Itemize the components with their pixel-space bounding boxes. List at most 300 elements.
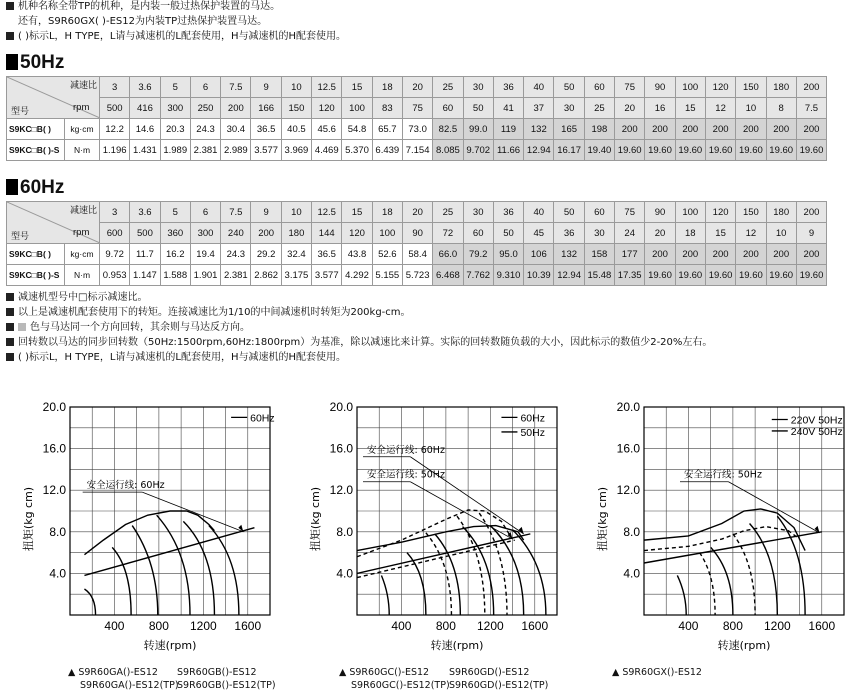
y-tick-label: 20.0 — [42, 400, 66, 414]
torque-chart-gx — [574, 395, 860, 665]
legend-model: S9R60GC()-ES12 — [349, 667, 430, 678]
torque-kg-cell: 200 — [766, 119, 796, 140]
torque-kg-cell: 14.6 — [130, 119, 160, 140]
torque-kg-cell: 200 — [705, 244, 735, 265]
torque-kg-cell: 9.72 — [100, 244, 130, 265]
legend-model: S9R60GB()-ES12 — [177, 667, 257, 678]
y-tick-label: 16.0 — [329, 441, 353, 456]
ratio-cell: 180 — [766, 202, 796, 223]
x-tick-label: 1600 — [521, 619, 549, 633]
y-tick-label: 4.0 — [336, 566, 353, 581]
torque-nm-cell: 9.310 — [493, 265, 523, 286]
y-tick-label: 20.0 — [329, 400, 353, 414]
torque-kg-cell: 79.2 — [463, 244, 493, 265]
ratio-cell: 3 — [100, 202, 130, 223]
ratio-cell: 3.6 — [130, 77, 160, 98]
model-name: S9KC□B( )-S — [7, 140, 65, 161]
footnote-2 — [6, 306, 411, 320]
torque-kg-cell: 132 — [524, 119, 554, 140]
rpm-cell: 72 — [433, 223, 463, 244]
torque-nm-cell: 9.702 — [463, 140, 493, 161]
footnote-1 — [6, 291, 147, 305]
y-tick-label: 16.0 — [42, 441, 66, 456]
ratio-cell: 30 — [463, 77, 493, 98]
rpm-cell: 37 — [524, 98, 554, 119]
rpm-cell: 150 — [281, 98, 311, 119]
ratio-row — [7, 77, 827, 98]
stall-curve — [750, 523, 778, 615]
ratio-cell: 36 — [493, 77, 523, 98]
rpm-cell: 10 — [766, 223, 796, 244]
legend-label: 60Hz — [520, 412, 545, 425]
series-line — [357, 510, 510, 557]
x-tick-label: 400 — [104, 619, 125, 633]
rpm-cell: 240 — [221, 223, 251, 244]
ratio-cell: 12.5 — [312, 77, 342, 98]
annotation-label: 安全运行线: 50Hz — [367, 469, 445, 481]
rpm-label: rpm — [73, 102, 90, 113]
intro-note-text: 机种名称全带TP的机种，是内装一般过热保护装置的马达。 — [18, 1, 281, 12]
torque-kg-cell: 65.7 — [372, 119, 402, 140]
torque-nm-cell: 1.989 — [160, 140, 190, 161]
ratio-cell: 12.5 — [312, 202, 342, 223]
ratio-row — [7, 202, 827, 223]
ratio-label: 减速比 — [69, 205, 97, 215]
torque-kg-cell: 45.6 — [312, 119, 342, 140]
torque-kg-cell: 24.3 — [221, 244, 251, 265]
rpm-cell: 24 — [615, 223, 645, 244]
ratio-cell: 20 — [402, 77, 432, 98]
x-tick-label: 400 — [391, 619, 412, 633]
rpm-cell: 12 — [705, 98, 735, 119]
x-tick-label: 800 — [722, 619, 743, 633]
rpm-label: rpm — [73, 227, 90, 238]
section-title-text: 60Hz — [20, 177, 65, 198]
rpm-cell: 15 — [705, 223, 735, 244]
stall-curve — [112, 547, 131, 615]
rpm-cell: 20 — [645, 223, 675, 244]
rpm-cell: 500 — [130, 223, 160, 244]
torque-kg-row — [7, 244, 827, 265]
footnote-text: ( )标示L，H TYPE，L请与减速机的L配套使用，H与减速机的H配套使用。 — [18, 352, 346, 363]
torque-kg-cell: 200 — [705, 119, 735, 140]
footnote-text: 色与马达同一个方向回转，其余则与马达反方向。 — [30, 322, 250, 333]
torque-kg-cell: 200 — [736, 244, 766, 265]
model-name: S9KC□B( )-S — [7, 265, 65, 286]
bullet-square-icon — [6, 293, 14, 301]
y-axis-label: 扭矩(kg cm) — [309, 486, 322, 552]
model-name: S9KC□B( ) — [7, 244, 65, 265]
footnote-text: 以上是减速机配套使用下的转矩。连接减速比为1/10的中间减速机时转矩为200kg-cm。 — [18, 307, 411, 318]
torque-nm-cell: 19.60 — [675, 265, 705, 286]
torque-kg-cell: 30.4 — [221, 119, 251, 140]
torque-kg-cell: 66.0 — [433, 244, 463, 265]
title-block-icon — [6, 54, 18, 70]
stall-curve — [700, 553, 716, 615]
torque-kg-cell: 95.0 — [493, 244, 523, 265]
ratio-cell: 100 — [675, 202, 705, 223]
torque-kg-cell: 58.4 — [402, 244, 432, 265]
unit-label: N·m — [65, 140, 100, 161]
torque-nm-cell: 15.48 — [584, 265, 614, 286]
stall-curve — [711, 547, 733, 615]
rpm-cell: 50 — [493, 223, 523, 244]
ratio-cell: 6 — [190, 202, 220, 223]
ratio-cell: 75 — [615, 77, 645, 98]
stall-curve — [84, 589, 95, 615]
y-tick-label: 16.0 — [616, 441, 640, 456]
rpm-cell: 30 — [584, 223, 614, 244]
stall-curve — [677, 575, 686, 615]
bullet-square-icon — [6, 323, 14, 331]
model-label: 型号 — [11, 106, 30, 116]
ratio-cell: 7.5 — [221, 77, 251, 98]
torque-kg-cell: 54.8 — [342, 119, 372, 140]
x-tick-label: 800 — [435, 619, 456, 633]
y-tick-label: 8.0 — [623, 524, 640, 539]
legend-label: 50Hz — [520, 426, 545, 439]
ratio-cell: 15 — [342, 77, 372, 98]
unit-label: N·m — [65, 265, 100, 286]
triangle-icon: ▲ — [339, 667, 347, 678]
torque-nm-cell: 12.94 — [554, 265, 584, 286]
stall-curve — [132, 526, 158, 615]
ratio-cell: 9 — [251, 77, 281, 98]
torque-nm-cell: 2.381 — [190, 140, 220, 161]
legend-model: S9R60GB()-ES12(TP) — [177, 680, 276, 691]
y-tick-label: 8.0 — [336, 524, 353, 539]
ratio-cell: 10 — [281, 202, 311, 223]
stall-curve — [426, 533, 452, 615]
rpm-cell: 100 — [372, 223, 402, 244]
footnote-text: 减速机型号中□标示减速比。 — [18, 292, 148, 303]
torque-kg-cell: 198 — [584, 119, 614, 140]
ratio-cell: 20 — [402, 202, 432, 223]
y-tick-label: 8.0 — [49, 524, 66, 539]
rpm-cell: 600 — [100, 223, 130, 244]
torque-nm-cell: 4.469 — [312, 140, 342, 161]
rpm-cell: 83 — [372, 98, 402, 119]
ratio-label: 减速比 — [69, 80, 97, 90]
rpm-cell: 12 — [736, 223, 766, 244]
y-tick-label: 4.0 — [49, 566, 66, 581]
ratio-cell: 180 — [766, 77, 796, 98]
torque-nm-cell: 1.901 — [190, 265, 220, 286]
torque-nm-cell: 6.468 — [433, 265, 463, 286]
rpm-cell: 25 — [584, 98, 614, 119]
x-axis-label: 转速(rpm) — [143, 639, 197, 652]
bullet-square-icon — [6, 353, 14, 361]
ratio-cell: 25 — [433, 202, 463, 223]
stall-curve — [457, 516, 485, 615]
ratio-cell: 5 — [160, 77, 190, 98]
rpm-cell: 180 — [281, 223, 311, 244]
rpm-cell: 45 — [524, 223, 554, 244]
ratio-cell: 36 — [493, 202, 523, 223]
torque-nm-cell: 0.953 — [100, 265, 130, 286]
torque-nm-cell: 12.94 — [524, 140, 554, 161]
x-axis-label: 转速(rpm) — [717, 639, 771, 652]
legend-model: S9R60GA()-ES12 — [78, 667, 158, 678]
rpm-cell: 60 — [433, 98, 463, 119]
ratio-cell: 60 — [584, 77, 614, 98]
ratio-cell: 15 — [342, 202, 372, 223]
ratio-cell: 200 — [796, 77, 826, 98]
torque-kg-cell: 106 — [524, 244, 554, 265]
chart-legend-2 — [339, 666, 450, 692]
torque-nm-cell: 5.723 — [402, 265, 432, 286]
ratio-cell: 10 — [281, 77, 311, 98]
torque-kg-cell: 32.4 — [281, 244, 311, 265]
x-tick-label: 1200 — [189, 619, 217, 633]
rpm-cell: 16 — [645, 98, 675, 119]
torque-nm-cell: 3.577 — [312, 265, 342, 286]
stall-curve — [463, 527, 494, 615]
torque-nm-cell: 3.969 — [281, 140, 311, 161]
rpm-row — [7, 98, 827, 119]
torque-nm-cell: 10.39 — [524, 265, 554, 286]
model-name: S9KC□B( ) — [7, 119, 65, 140]
rpm-cell: 30 — [554, 98, 584, 119]
torque-nm-cell: 19.60 — [766, 140, 796, 161]
legend-label: 240V 50Hz — [790, 425, 843, 438]
rpm-cell: 200 — [221, 98, 251, 119]
torque-nm-cell: 8.085 — [433, 140, 463, 161]
rpm-cell: 50 — [463, 98, 493, 119]
rpm-cell: 10 — [736, 98, 766, 119]
legend-model: S9R60GC()-ES12(TP) — [351, 680, 450, 691]
ratio-cell: 40 — [524, 202, 554, 223]
spec-table-60hz — [6, 201, 827, 286]
rpm-cell: 7.5 — [796, 98, 826, 119]
ratio-cell: 50 — [554, 202, 584, 223]
torque-kg-cell: 20.3 — [160, 119, 190, 140]
title-block-icon — [6, 179, 18, 195]
torque-nm-cell: 19.60 — [705, 140, 735, 161]
torque-nm-cell: 19.60 — [645, 140, 675, 161]
torque-nm-cell: 1.147 — [130, 265, 160, 286]
rpm-cell: 200 — [251, 223, 281, 244]
footnote-4 — [6, 336, 712, 350]
torque-kg-cell: 200 — [796, 119, 826, 140]
rpm-row — [7, 223, 827, 244]
chart-legend-1 — [68, 666, 179, 692]
torque-kg-cell: 132 — [554, 244, 584, 265]
ratio-cell: 90 — [645, 202, 675, 223]
torque-nm-cell: 2.381 — [221, 265, 251, 286]
rpm-cell: 416 — [130, 98, 160, 119]
torque-nm-cell: 2.862 — [251, 265, 281, 286]
torque-kg-cell: 19.4 — [190, 244, 220, 265]
section-title-60hz — [6, 178, 64, 198]
bullet-square-icon — [6, 338, 14, 346]
torque-nm-cell: 6.439 — [372, 140, 402, 161]
ratio-cell: 25 — [433, 77, 463, 98]
torque-kg-cell: 29.2 — [251, 244, 281, 265]
section-title-50hz — [6, 53, 64, 73]
torque-nm-cell: 7.154 — [402, 140, 432, 161]
x-tick-label: 400 — [678, 619, 699, 633]
annotation-leader — [728, 482, 819, 533]
stall-curve — [435, 534, 461, 615]
torque-nm-cell: 19.60 — [675, 140, 705, 161]
ratio-cell: 30 — [463, 202, 493, 223]
stall-curve — [381, 575, 389, 615]
torque-nm-cell: 5.370 — [342, 140, 372, 161]
rpm-cell: 41 — [493, 98, 523, 119]
chart-legend-3 — [612, 666, 702, 679]
triangle-icon: ▲ — [612, 667, 620, 678]
y-axis-label: 扭矩(kg cm) — [22, 486, 35, 552]
intro-note-text: 还有，S9R60GX( )-ES12为内装TP过热保护装置马达。 — [18, 16, 268, 27]
x-tick-label: 1600 — [808, 619, 836, 633]
y-tick-label: 12.0 — [42, 483, 66, 498]
torque-nm-cell: 19.60 — [645, 265, 675, 286]
ratio-cell: 40 — [524, 77, 554, 98]
bullet-square-icon — [6, 308, 14, 316]
legend-model: S9R60GA()-ES12(TP) — [80, 680, 179, 691]
torque-kg-cell: 40.5 — [281, 119, 311, 140]
rpm-cell: 360 — [160, 223, 190, 244]
ratio-cell: 150 — [736, 202, 766, 223]
torque-kg-cell: 200 — [615, 119, 645, 140]
table-corner-header — [7, 202, 100, 244]
y-tick-label: 12.0 — [616, 483, 640, 498]
series-line — [84, 511, 214, 555]
torque-nm-cell: 7.762 — [463, 265, 493, 286]
legend-label: 220V 50Hz — [790, 414, 843, 427]
torque-nm-cell: 16.17 — [554, 140, 584, 161]
rpm-cell: 120 — [312, 98, 342, 119]
ratio-cell: 120 — [705, 202, 735, 223]
rpm-cell: 60 — [463, 223, 493, 244]
ratio-cell: 50 — [554, 77, 584, 98]
footnote-text: 回转数以马达的同步回转数（50Hz:1500rpm,60Hz:1800rpm）为基准，除以减速比来计算。实际的回转数随负载的大小，因此标示的数值少2-20%左右。 — [18, 337, 713, 348]
rpm-cell: 300 — [160, 98, 190, 119]
rpm-cell: 75 — [402, 98, 432, 119]
x-tick-label: 800 — [148, 619, 169, 633]
rpm-cell: 90 — [402, 223, 432, 244]
stall-curve — [183, 521, 214, 615]
ratio-cell: 60 — [584, 202, 614, 223]
ratio-cell: 3.6 — [130, 202, 160, 223]
annotation-leader — [410, 457, 523, 534]
chart-legend-2b — [449, 666, 548, 692]
torque-nm-cell: 1.196 — [100, 140, 130, 161]
torque-nm-row — [7, 140, 827, 161]
torque-nm-cell: 19.60 — [736, 265, 766, 286]
annotation-label: 安全运行线: 50Hz — [684, 469, 762, 481]
rpm-cell: 100 — [342, 98, 372, 119]
torque-nm-cell: 19.60 — [615, 140, 645, 161]
rpm-cell: 15 — [675, 98, 705, 119]
table-corner-header — [7, 77, 100, 119]
torque-kg-cell: 12.2 — [100, 119, 130, 140]
annotation-leader — [142, 492, 243, 532]
ratio-cell: 200 — [796, 202, 826, 223]
torque-kg-cell: 200 — [645, 119, 675, 140]
intro-note-text: ( )标示L，H TYPE，L请与减速机的L配套使用，H与减速机的H配套使用。 — [18, 31, 346, 42]
torque-kg-cell: 24.3 — [190, 119, 220, 140]
torque-nm-cell: 19.40 — [584, 140, 614, 161]
torque-nm-cell: 19.60 — [766, 265, 796, 286]
torque-kg-row — [7, 119, 827, 140]
rpm-cell: 36 — [554, 223, 584, 244]
torque-nm-cell: 5.155 — [372, 265, 402, 286]
torque-kg-cell: 200 — [675, 119, 705, 140]
torque-kg-cell: 177 — [615, 244, 645, 265]
torque-nm-cell: 3.577 — [251, 140, 281, 161]
torque-chart-gc-gd — [287, 395, 572, 665]
footnote-3 — [6, 321, 250, 335]
torque-kg-cell: 16.2 — [160, 244, 190, 265]
torque-nm-cell: 19.60 — [796, 265, 826, 286]
torque-nm-row — [7, 265, 827, 286]
ratio-cell: 120 — [705, 77, 735, 98]
torque-kg-cell: 99.0 — [463, 119, 493, 140]
x-axis-label: 转速(rpm) — [430, 639, 484, 652]
series-line — [357, 526, 524, 551]
torque-kg-cell: 119 — [493, 119, 523, 140]
y-axis-label: 扭矩(kg cm) — [596, 486, 609, 552]
torque-kg-cell: 200 — [796, 244, 826, 265]
torque-kg-cell: 158 — [584, 244, 614, 265]
y-tick-label: 12.0 — [329, 483, 353, 498]
ratio-cell: 90 — [645, 77, 675, 98]
unit-label: kg·cm — [65, 119, 100, 140]
torque-kg-cell: 36.5 — [312, 244, 342, 265]
rpm-cell: 300 — [190, 223, 220, 244]
chart-legend-1b — [177, 666, 276, 692]
x-tick-label: 1600 — [234, 619, 262, 633]
x-tick-label: 1200 — [476, 619, 504, 633]
annotation-label: 安全运行线: 60Hz — [367, 444, 445, 456]
model-label: 型号 — [11, 231, 30, 241]
bullet-square-icon — [6, 2, 14, 10]
ratio-cell: 100 — [675, 77, 705, 98]
rpm-cell: 144 — [312, 223, 342, 244]
spec-table-50hz — [6, 76, 827, 161]
rpm-cell: 120 — [342, 223, 372, 244]
torque-kg-cell: 11.7 — [130, 244, 160, 265]
gray-swatch-icon — [18, 323, 26, 331]
rpm-cell: 9 — [796, 223, 826, 244]
bullet-square-icon — [6, 32, 14, 40]
torque-kg-cell: 200 — [675, 244, 705, 265]
torque-kg-cell: 82.5 — [433, 119, 463, 140]
torque-chart-ga-gb — [0, 395, 285, 665]
ratio-cell: 5 — [160, 202, 190, 223]
legend-model: S9R60GD()-ES12(TP) — [449, 680, 549, 691]
stall-curve — [777, 516, 805, 615]
torque-kg-cell: 43.8 — [342, 244, 372, 265]
torque-kg-cell: 165 — [554, 119, 584, 140]
intro-note-3 — [6, 30, 346, 44]
rpm-cell: 166 — [251, 98, 281, 119]
ratio-cell: 6 — [190, 77, 220, 98]
torque-nm-cell: 17.35 — [615, 265, 645, 286]
annotation-label: 安全运行线: 60Hz — [86, 480, 165, 492]
rpm-cell: 500 — [100, 98, 130, 119]
legend-model: S9R60GX()-ES12 — [622, 667, 702, 678]
torque-nm-cell: 1.431 — [130, 140, 160, 161]
torque-kg-cell: 52.6 — [372, 244, 402, 265]
torque-nm-cell: 19.60 — [736, 140, 766, 161]
torque-nm-cell: 11.66 — [493, 140, 523, 161]
ratio-cell: 150 — [736, 77, 766, 98]
x-tick-label: 1200 — [763, 619, 791, 633]
ratio-cell: 7.5 — [221, 202, 251, 223]
